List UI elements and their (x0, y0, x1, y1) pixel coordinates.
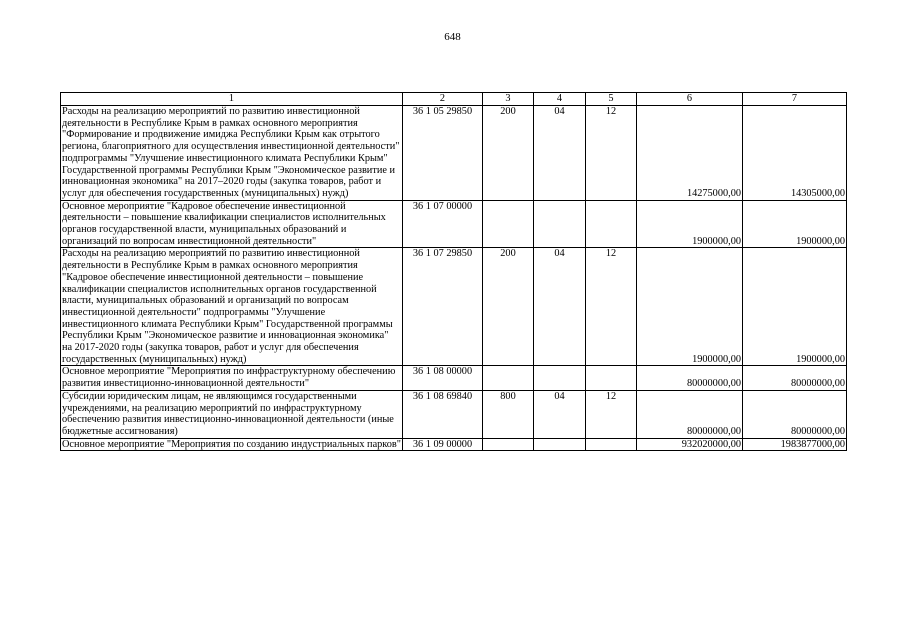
column-number-cell: 2 (403, 93, 483, 106)
row-subsection (586, 366, 637, 390)
row-description: Расходы на реализацию мероприятий по развитию инвестиционной деятельности в Республике Крым в рамках основного мероприятия "Формирование и продвижение имиджа Республики Крым как отрытого региона, благоприятного для осуществления инвестиционной деятельности" подпрограммы "Улучшение инвестиционного климата Республики Крым" Государственной программы Республики Крым "Экономическое развитие и инновационная экономика" на 2017–2020 годы (закупка товаров, работ и услуг для обеспечения государственных (муниципальных) нужд) (61, 106, 403, 201)
row-target-code: 36 1 09 00000 (403, 438, 483, 451)
column-number-cell: 4 (534, 93, 586, 106)
row-section (534, 200, 586, 248)
row-expense-type (483, 366, 534, 390)
column-number-row (61, 93, 847, 106)
row-target-code: 36 1 07 00000 (403, 200, 483, 248)
row-amount-col6: 80000000,00 (637, 390, 743, 438)
row-expense-type: 800 (483, 390, 534, 438)
table-row (61, 438, 847, 451)
row-target-code: 36 1 05 29850 (403, 106, 483, 201)
row-amount-col7: 1983877000,00 (743, 438, 847, 451)
row-description: Субсидии юридическим лицам, не являющимся государственными учреждениями, на реализацию мероприятий по инфраструктурному обеспечению развития инвестиционно-инновационной деятельности (иные бюджетные ассигнования) (61, 390, 403, 438)
row-amount-col6: 932020000,00 (637, 438, 743, 451)
row-subsection (586, 438, 637, 451)
row-subsection (586, 200, 637, 248)
column-number-cell: 5 (586, 93, 637, 106)
row-subsection: 12 (586, 248, 637, 366)
budget-table (60, 92, 847, 451)
row-section (534, 438, 586, 451)
row-amount-col7: 80000000,00 (743, 366, 847, 390)
table-row (61, 366, 847, 390)
row-amount-col6: 80000000,00 (637, 366, 743, 390)
row-amount-col6: 1900000,00 (637, 248, 743, 366)
row-section: 04 (534, 106, 586, 201)
page-number: 648 (444, 31, 461, 43)
row-amount-col7: 80000000,00 (743, 390, 847, 438)
row-section: 04 (534, 390, 586, 438)
row-target-code: 36 1 08 69840 (403, 390, 483, 438)
row-expense-type: 200 (483, 106, 534, 201)
column-number-cell: 3 (483, 93, 534, 106)
table-row (61, 248, 847, 366)
row-expense-type (483, 438, 534, 451)
row-target-code: 36 1 08 00000 (403, 366, 483, 390)
row-subsection: 12 (586, 106, 637, 201)
row-description: Основное мероприятие "Кадровое обеспечение инвестиционной деятельности – повышение квалификации специалистов исполнительных органов государственной власти, муниципальных образований и организаций по вопросам инвестиционной деятельности" (61, 200, 403, 248)
row-amount-col7: 14305000,00 (743, 106, 847, 201)
row-subsection: 12 (586, 390, 637, 438)
row-amount-col7: 1900000,00 (743, 248, 847, 366)
row-description: Расходы на реализацию мероприятий по развитию инвестиционной деятельности в Республике Крым в рамках основного мероприятия "Кадровое обеспечение инвестиционной деятельности – повышение квалификации специалистов исполнительных органов государственной власти, муниципальных образований и организаций по вопросам инвестиционной деятельности" подпрограммы "Улучшение инвестиционного климата Республики Крым" Государственной программы Республики Крым "Экономическое развитие и инновационная экономика" на 2017-2020 годы (закупка товаров, работ и услуг для обеспечения государственных (муниципальных) нужд) (61, 248, 403, 366)
column-number-cell: 7 (743, 93, 847, 106)
row-expense-type (483, 200, 534, 248)
row-section (534, 366, 586, 390)
table-row (61, 106, 847, 201)
column-number-cell: 6 (637, 93, 743, 106)
row-description: Основное мероприятие "Мероприятия по инфраструктурному обеспечению развития инвестиционно-инновационной деятельности" (61, 366, 403, 390)
row-expense-type: 200 (483, 248, 534, 366)
table-row (61, 200, 847, 248)
row-target-code: 36 1 07 29850 (403, 248, 483, 366)
row-amount-col7: 1900000,00 (743, 200, 847, 248)
row-amount-col6: 14275000,00 (637, 106, 743, 201)
column-number-cell: 1 (61, 93, 403, 106)
row-amount-col6: 1900000,00 (637, 200, 743, 248)
row-section: 04 (534, 248, 586, 366)
row-description: Основное мероприятие "Мероприятия по созданию индустриальных парков" (62, 438, 401, 450)
table-row (61, 390, 847, 438)
